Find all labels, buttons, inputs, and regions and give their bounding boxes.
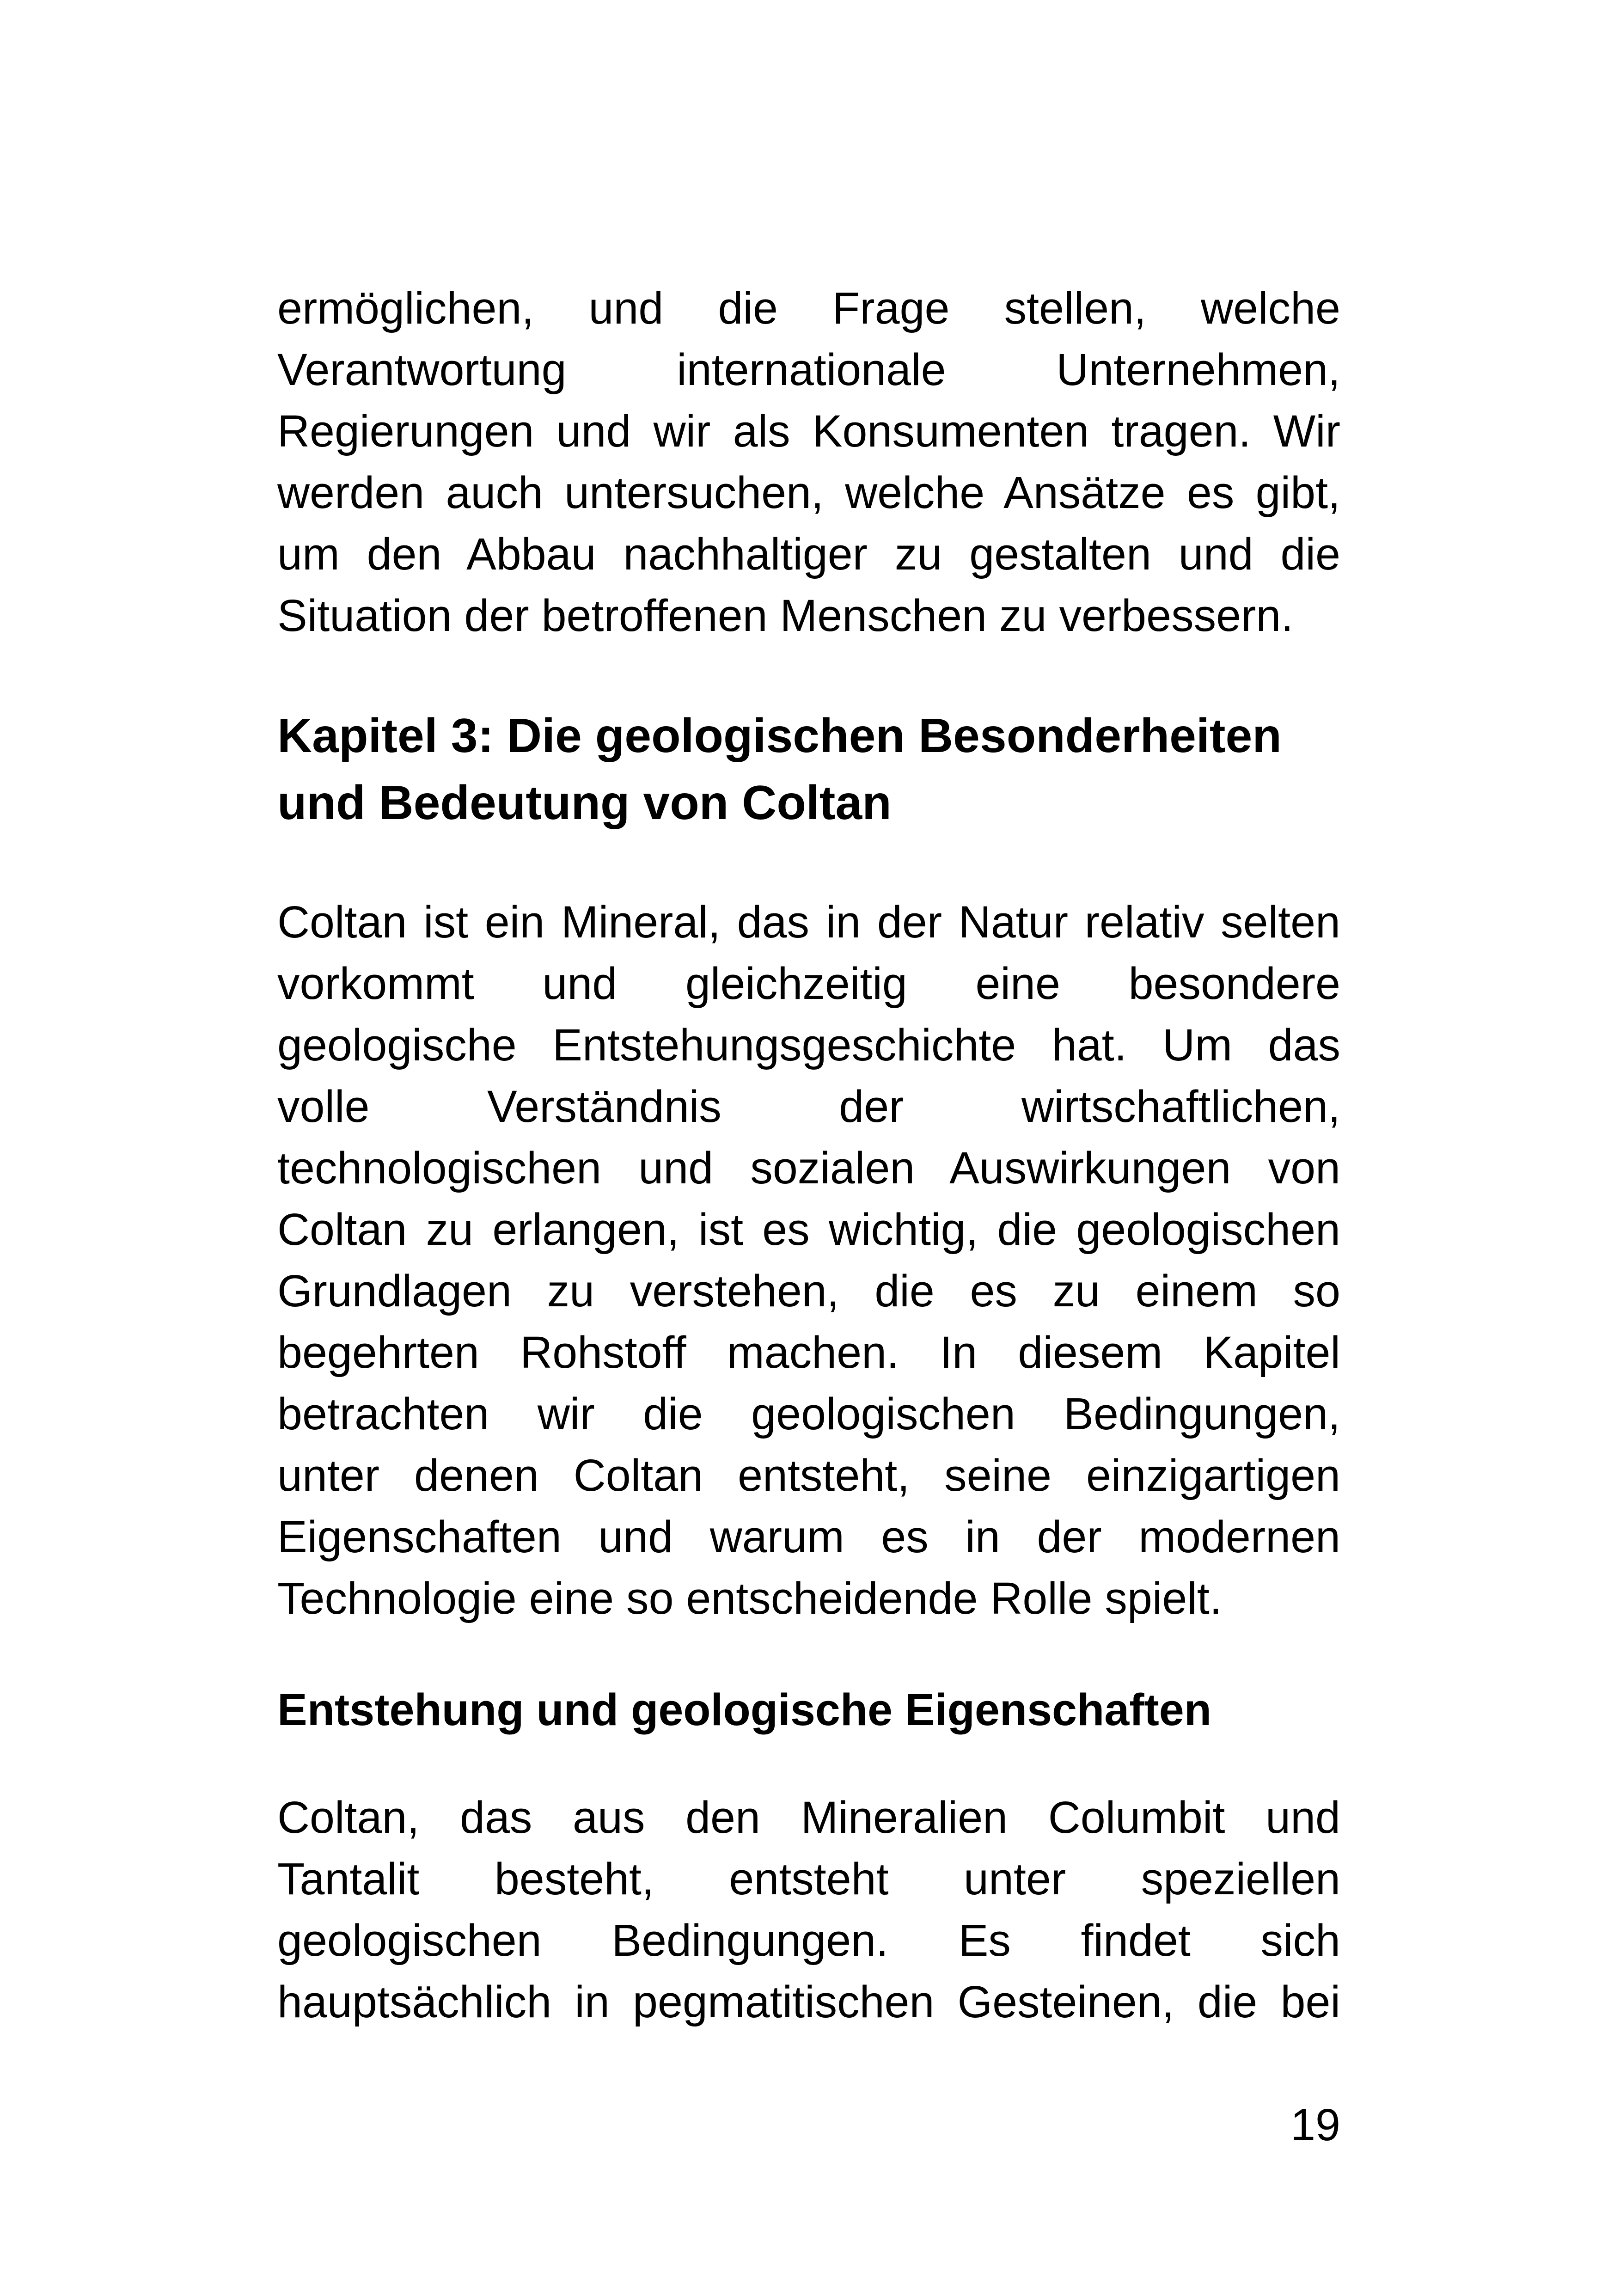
- text-line: um den Abbau nachhaltiger zu gestalten und die: [277, 529, 1340, 579]
- text-line: begehrten Rohstoff machen. In diesem Kapitel: [277, 1327, 1340, 1378]
- text-line: Technologie eine so entscheidende Rolle spielt.: [277, 1573, 1222, 1623]
- paragraph-chapter-intro: [277, 891, 1340, 1629]
- text-line: Coltan ist ein Mineral, das in der Natur relativ selten: [277, 897, 1340, 947]
- text-line: Situation der betroffenen Menschen zu verbessern.: [277, 590, 1294, 641]
- text-line: Tantalit besteht, entsteht unter speziellen: [277, 1854, 1340, 1904]
- text-line: ermöglichen, und die Frage stellen, welche: [277, 283, 1340, 333]
- text-line: vorkommt und gleichzeitig eine besondere: [277, 958, 1340, 1009]
- chapter-heading-line: Kapitel 3: Die geologischen Besonderheiten: [277, 709, 1282, 763]
- chapter-heading-line: und Bedeutung von Coltan: [277, 776, 892, 830]
- text-line: Verantwortung internationale Unternehmen,: [277, 344, 1340, 395]
- page-number: 19: [1290, 2100, 1340, 2150]
- text-line: geologische Entstehungsgeschichte hat. Um das: [277, 1020, 1340, 1070]
- text-line: Coltan, das aus den Mineralien Columbit und: [277, 1792, 1340, 1843]
- text-line: Coltan zu erlangen, ist es wichtig, die geologischen: [277, 1204, 1340, 1255]
- text-line: Eigenschaften und warum es in der modernen: [277, 1512, 1340, 1562]
- section-heading: Entstehung und geologische Eigenschaften: [277, 1684, 1211, 1735]
- paragraph-section-body: [277, 1787, 1340, 2033]
- text-line: technologischen und sozialen Auswirkungen von: [277, 1143, 1340, 1193]
- text-line: betrachten wir die geologischen Bedingungen,: [277, 1389, 1340, 1439]
- text-line: Regierungen und wir als Konsumenten tragen. Wir: [277, 406, 1340, 456]
- paragraph-intro-continuation: [277, 277, 1340, 646]
- text-line: volle Verständnis der wirtschaftlichen,: [277, 1081, 1340, 1132]
- text-line: Grundlagen zu verstehen, die es zu einem so: [277, 1266, 1340, 1316]
- page-content: [277, 277, 1340, 2033]
- text-line: werden auch untersuchen, welche Ansätze es gibt,: [277, 467, 1340, 518]
- text-line: unter denen Coltan entsteht, seine einzigartigen: [277, 1450, 1340, 1500]
- text-line: geologischen Bedingungen. Es findet sich: [277, 1915, 1340, 1965]
- text-line: hauptsächlich in pegmatitischen Gesteinen, die bei: [277, 1977, 1340, 2027]
- chapter-heading: [277, 703, 1340, 837]
